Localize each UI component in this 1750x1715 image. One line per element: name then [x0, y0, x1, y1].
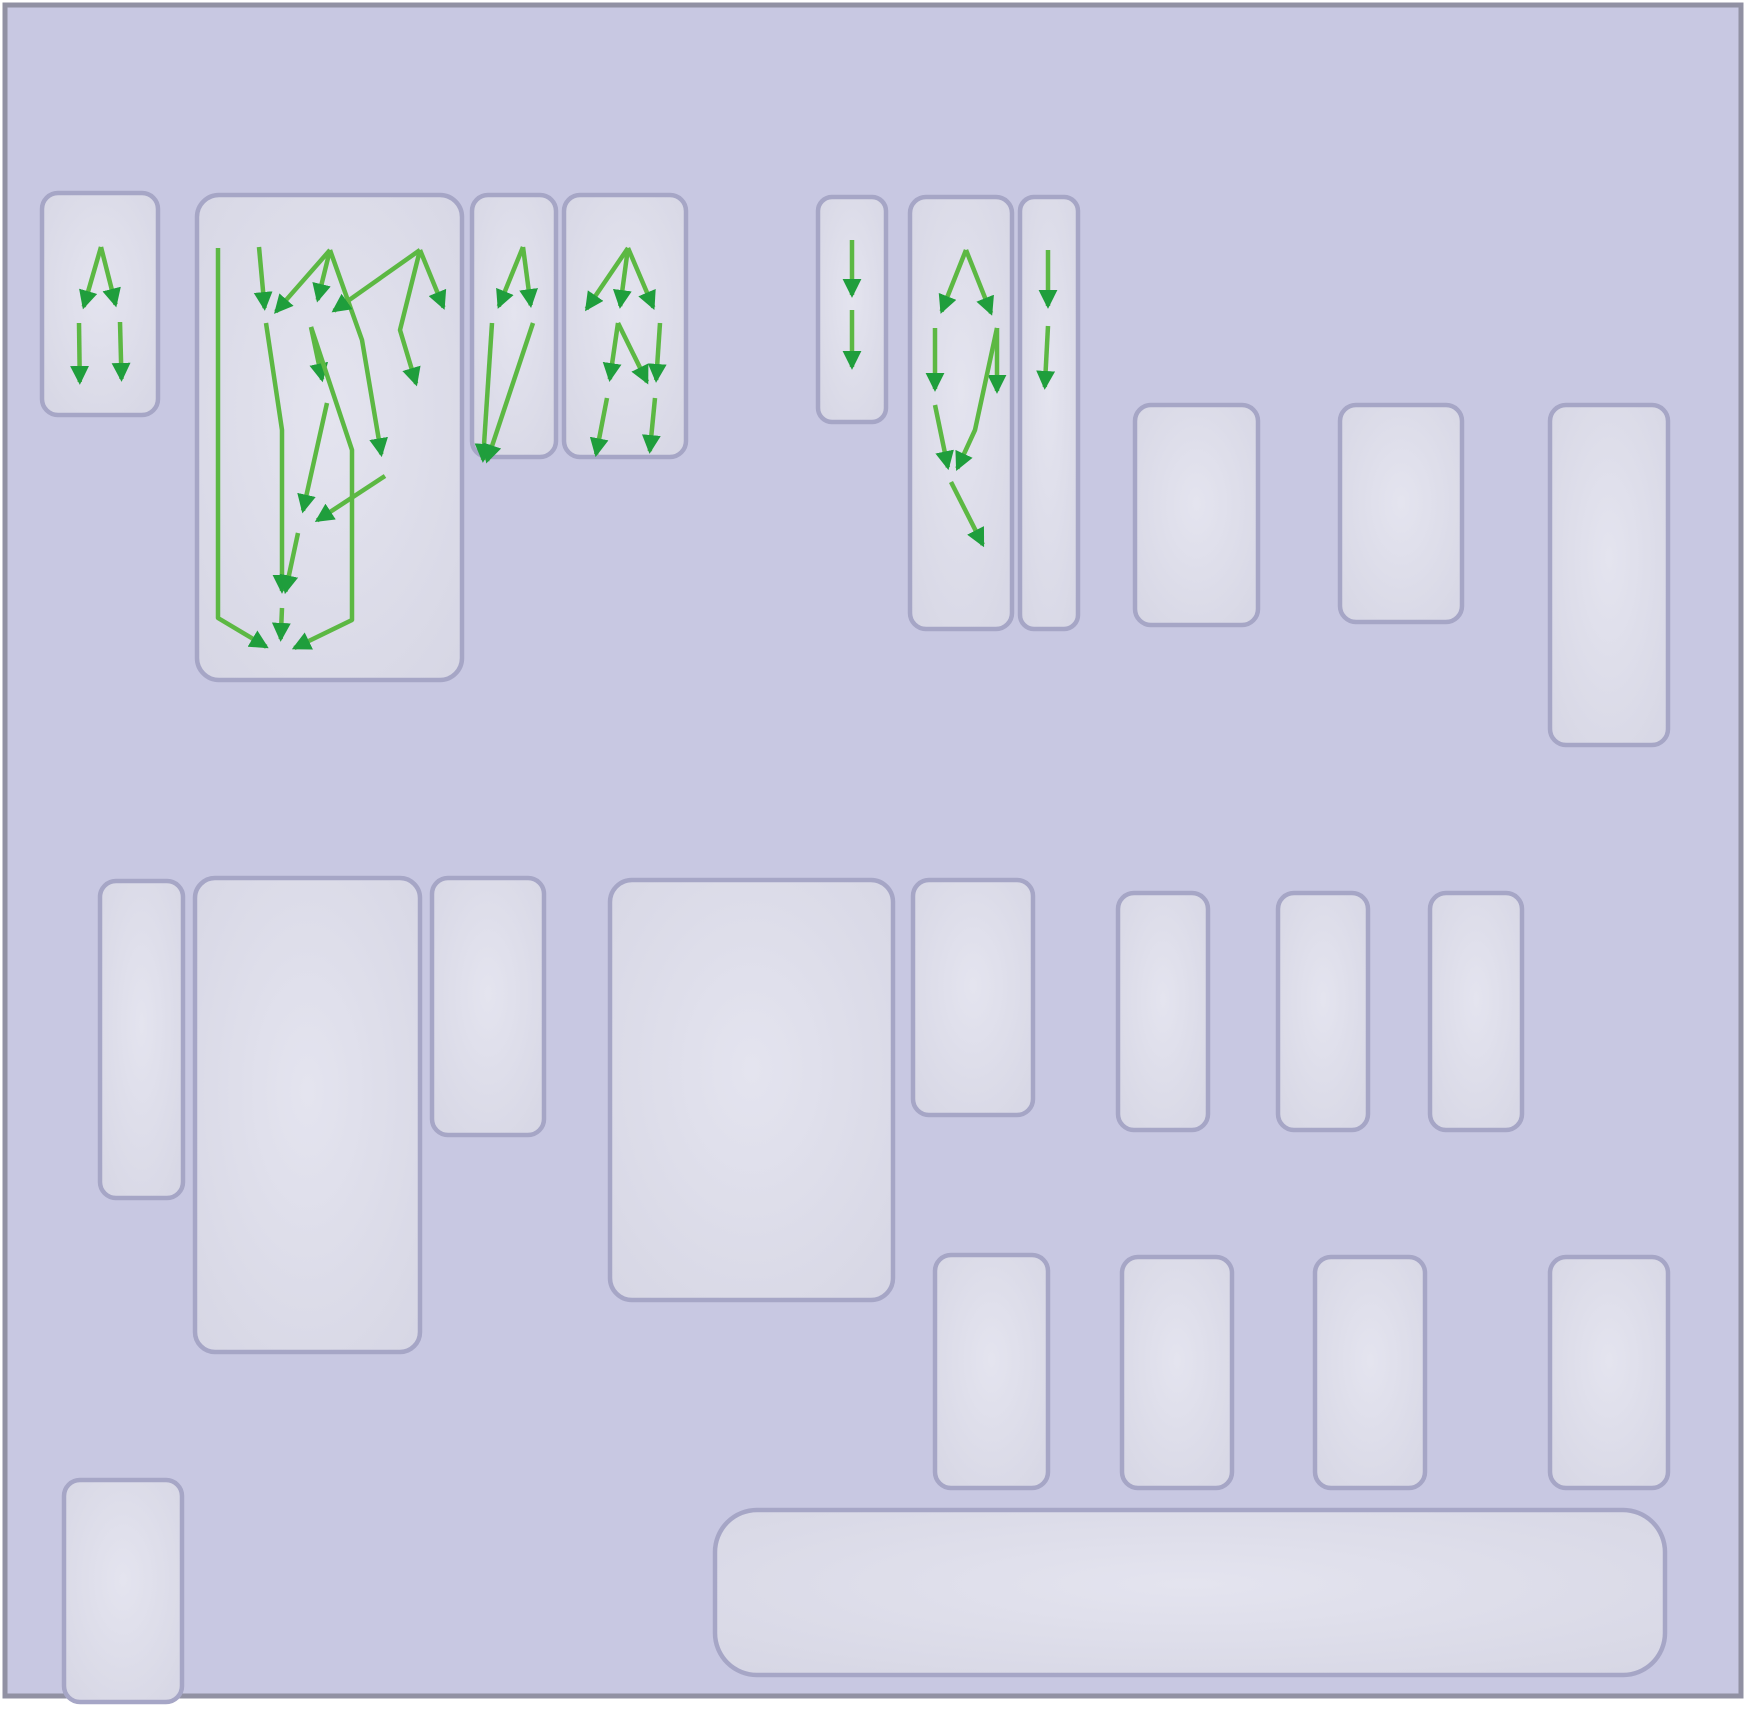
cell-cycle-box [197, 195, 462, 680]
trna-mf-2-box [913, 880, 1033, 1115]
transcription-cc-1-box [1430, 893, 1522, 1130]
edge-mt-cc-a2-a4 [79, 323, 80, 382]
protein-transport-box [100, 881, 183, 1198]
edge-mt-cc-a3-a5 [120, 322, 122, 379]
mt-cc-box [42, 193, 158, 415]
ubiq-box [564, 195, 686, 457]
chromosome-box [1122, 1257, 1232, 1488]
rna-proc-mf-box [1118, 893, 1208, 1130]
mito-sort-box [1135, 405, 1258, 625]
misc-strip-box [715, 1510, 1665, 1675]
trna-bp-box [432, 878, 544, 1135]
trna-mf-1-box [610, 880, 893, 1300]
rrna-box [195, 878, 420, 1352]
nuclear-transport-box [1340, 405, 1462, 622]
transcription-cc-2-box [1315, 1257, 1425, 1488]
dna-metabolism-box [935, 1255, 1048, 1488]
transcription-mf-box [1550, 1257, 1668, 1488]
edge-cell-cycle-c12-c13 [281, 608, 282, 639]
edge-mito-cc-q2-q3 [1045, 326, 1048, 387]
nucleolus-box [1278, 893, 1368, 1130]
rna-transport-box [1550, 405, 1668, 745]
tight-junctions-box [64, 1480, 182, 1702]
ubiq2-box [818, 197, 886, 422]
